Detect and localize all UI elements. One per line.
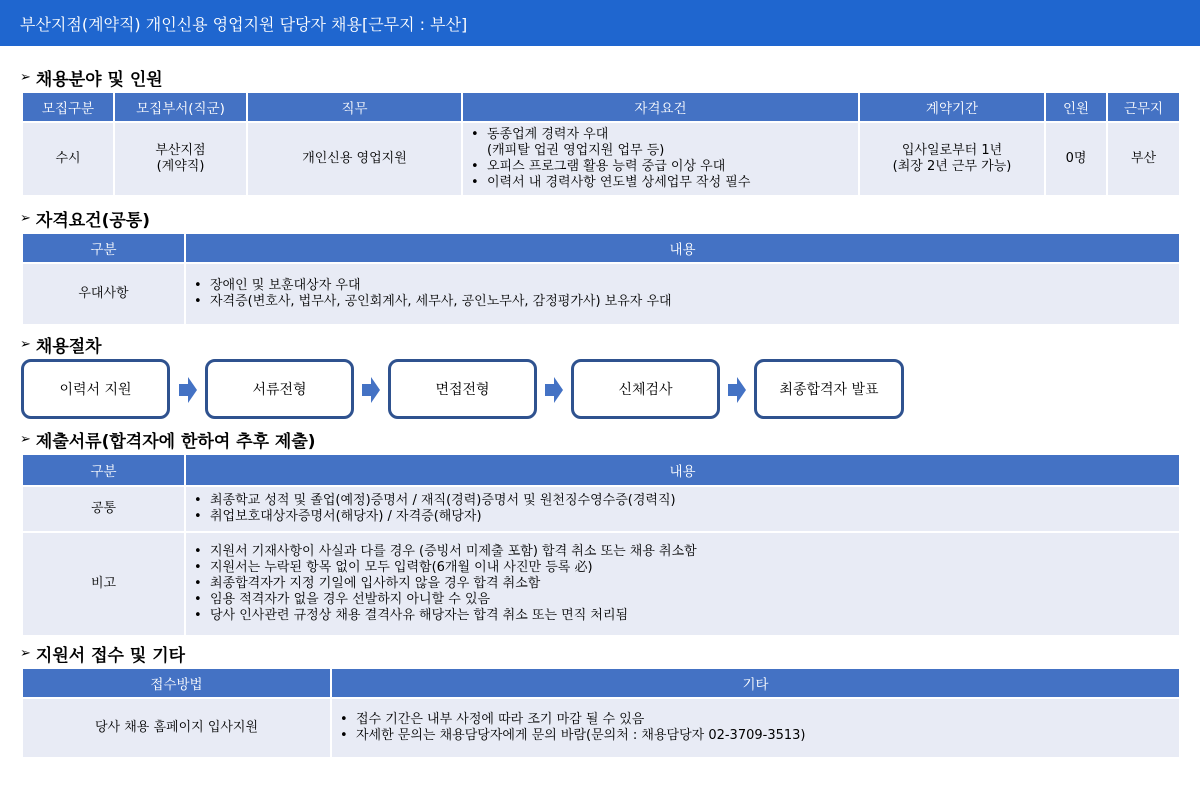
cell-method: 당사 채용 홈페이지 입사지원	[22, 698, 331, 758]
table-row	[22, 486, 1180, 532]
col-header-category: 구분	[22, 233, 185, 263]
cell-content	[185, 486, 1180, 532]
arrowhead-bullet-icon: ➢	[20, 645, 31, 661]
process-step-label: 면접전형	[435, 382, 490, 398]
section-heading-text: 제출서류(합격자에 한하여 추후 제출)	[35, 431, 316, 452]
list-item: • 오피스 프로그램 활용 능력 중급 이상 우대	[471, 159, 858, 175]
table-header-row	[22, 454, 1180, 486]
section-heading-process	[20, 333, 102, 355]
table-header-row	[22, 668, 1180, 698]
right-arrow-icon	[728, 377, 746, 403]
process-step-label: 이력서 지원	[59, 382, 132, 398]
cell-requirements	[462, 122, 859, 196]
arrowhead-bullet-icon: ➢	[20, 431, 31, 447]
period-line: 입사일로부터 1년	[901, 143, 1003, 158]
arrowhead-bullet-icon: ➢	[20, 210, 31, 226]
col-header-category: 구분	[22, 454, 185, 486]
qualification-table	[21, 232, 1181, 326]
list-item: • 최종합격자가 지정 기일에 입사하지 않을 경우 합격 취소함	[194, 576, 1179, 592]
right-arrow-icon	[179, 377, 197, 403]
cell-dept	[114, 122, 247, 196]
section-heading-recruit	[20, 66, 163, 88]
requirement-text: • 동종업계 경력자 우대	[487, 127, 609, 142]
cell-duty: 개인신용 영업지원	[247, 122, 462, 196]
process-step-final	[754, 359, 904, 419]
section-heading-text: 채용절차	[35, 336, 102, 357]
col-header-location: 근무지	[1107, 92, 1180, 122]
table-header-row	[22, 233, 1180, 263]
page-title: 부산지점(계약직) 개인신용 영업지원 담당자 채용[근무지 : 부산]	[20, 14, 468, 34]
list-item: • 당사 인사관련 규정상 채용 결격사유 해당자는 합격 취소 또는 면직 처리됨	[194, 608, 1179, 624]
cell-content	[331, 698, 1180, 758]
process-step-label: 최종합격자 발표	[779, 382, 879, 398]
table-row	[22, 532, 1180, 636]
cell-location: 부산	[1107, 122, 1180, 196]
section-heading-documents	[20, 428, 316, 450]
list-item: • 지원서 기재사항이 사실과 다를 경우 (증빙서 미제출 포함) 합격 취소 또는 채용 취소함	[194, 544, 1179, 560]
table-row	[22, 698, 1180, 758]
col-header-period: 계약기간	[859, 92, 1045, 122]
section-heading-text: 자격요건(공통)	[35, 210, 150, 231]
right-arrow-icon	[545, 377, 563, 403]
arrowhead-bullet-icon: ➢	[20, 69, 31, 85]
requirement-subtext: (캐피탈 업권 영업지원 업무 등)	[487, 143, 665, 158]
table-row	[22, 263, 1180, 325]
arrowhead-bullet-icon: ➢	[20, 336, 31, 352]
cell-content	[185, 532, 1180, 636]
cell-category: 우대사항	[22, 263, 185, 325]
list-item: • 임용 적격자가 없을 경우 선발하지 아니할 수 있음	[194, 592, 1179, 608]
col-header-requirements: 자격요건	[462, 92, 859, 122]
cell-category: 비고	[22, 532, 185, 636]
list-item: • 장애인 및 보훈대상자 우대	[194, 278, 1179, 294]
list-item: • 취업보호대상자증명서(해당자) / 자격증(해당자)	[194, 509, 1179, 525]
process-step-label: 서류전형	[252, 382, 307, 398]
cell-type: 수시	[22, 122, 114, 196]
col-header-type: 모집구분	[22, 92, 114, 122]
apply-table	[21, 667, 1181, 759]
col-header-count: 인원	[1045, 92, 1107, 122]
cell-period	[859, 122, 1045, 196]
dept-line: (계약직)	[156, 159, 205, 174]
col-header-duty: 직무	[247, 92, 462, 122]
right-arrow-icon	[362, 377, 380, 403]
col-header-etc: 기타	[331, 668, 1180, 698]
process-step-document	[205, 359, 354, 419]
dept-line: 부산지점	[155, 143, 206, 158]
list-item: • 자세한 문의는 채용담당자에게 문의 바람(문의처 : 채용담당자 02-3709-3513)	[340, 728, 1179, 744]
list-item: • 이력서 내 경력사항 연도별 상세업무 작성 필수	[471, 175, 858, 191]
list-item: • 접수 기간은 내부 사정에 따라 조기 마감 될 수 있음	[340, 712, 1179, 728]
page-title-bar	[0, 0, 1200, 46]
list-item	[471, 127, 858, 159]
list-item: • 최종학교 성적 및 졸업(예정)증명서 / 재직(경력)증명서 및 원천징수영수증(경력직)	[194, 493, 1179, 509]
col-header-content: 내용	[185, 454, 1180, 486]
section-heading-apply	[20, 642, 185, 664]
process-step-interview	[388, 359, 537, 419]
list-item: • 자격증(변호사, 법무사, 공인회계사, 세무사, 공인노무사, 감정평가사) 보유자 우대	[194, 294, 1179, 310]
process-step-physical	[571, 359, 720, 419]
documents-table	[21, 453, 1181, 637]
section-heading-text: 채용분야 및 인원	[35, 69, 163, 90]
process-step-label: 신체검사	[618, 382, 673, 398]
process-step-resume	[21, 359, 170, 419]
col-header-dept: 모집부서(직군)	[114, 92, 247, 122]
table-row	[22, 122, 1180, 196]
cell-content	[185, 263, 1180, 325]
section-heading-text: 지원서 접수 및 기타	[35, 645, 186, 666]
cell-count: 0명	[1045, 122, 1107, 196]
section-heading-qualification	[20, 207, 150, 229]
table-header-row	[22, 92, 1180, 122]
cell-category: 공통	[22, 486, 185, 532]
period-line: (최장 2년 근무 가능)	[892, 159, 1012, 174]
col-header-method: 접수방법	[22, 668, 331, 698]
list-item: • 지원서는 누락된 항목 없이 모두 입력함(6개월 이내 사진만 등록 必)	[194, 560, 1179, 576]
recruit-table	[21, 91, 1181, 197]
col-header-content: 내용	[185, 233, 1180, 263]
